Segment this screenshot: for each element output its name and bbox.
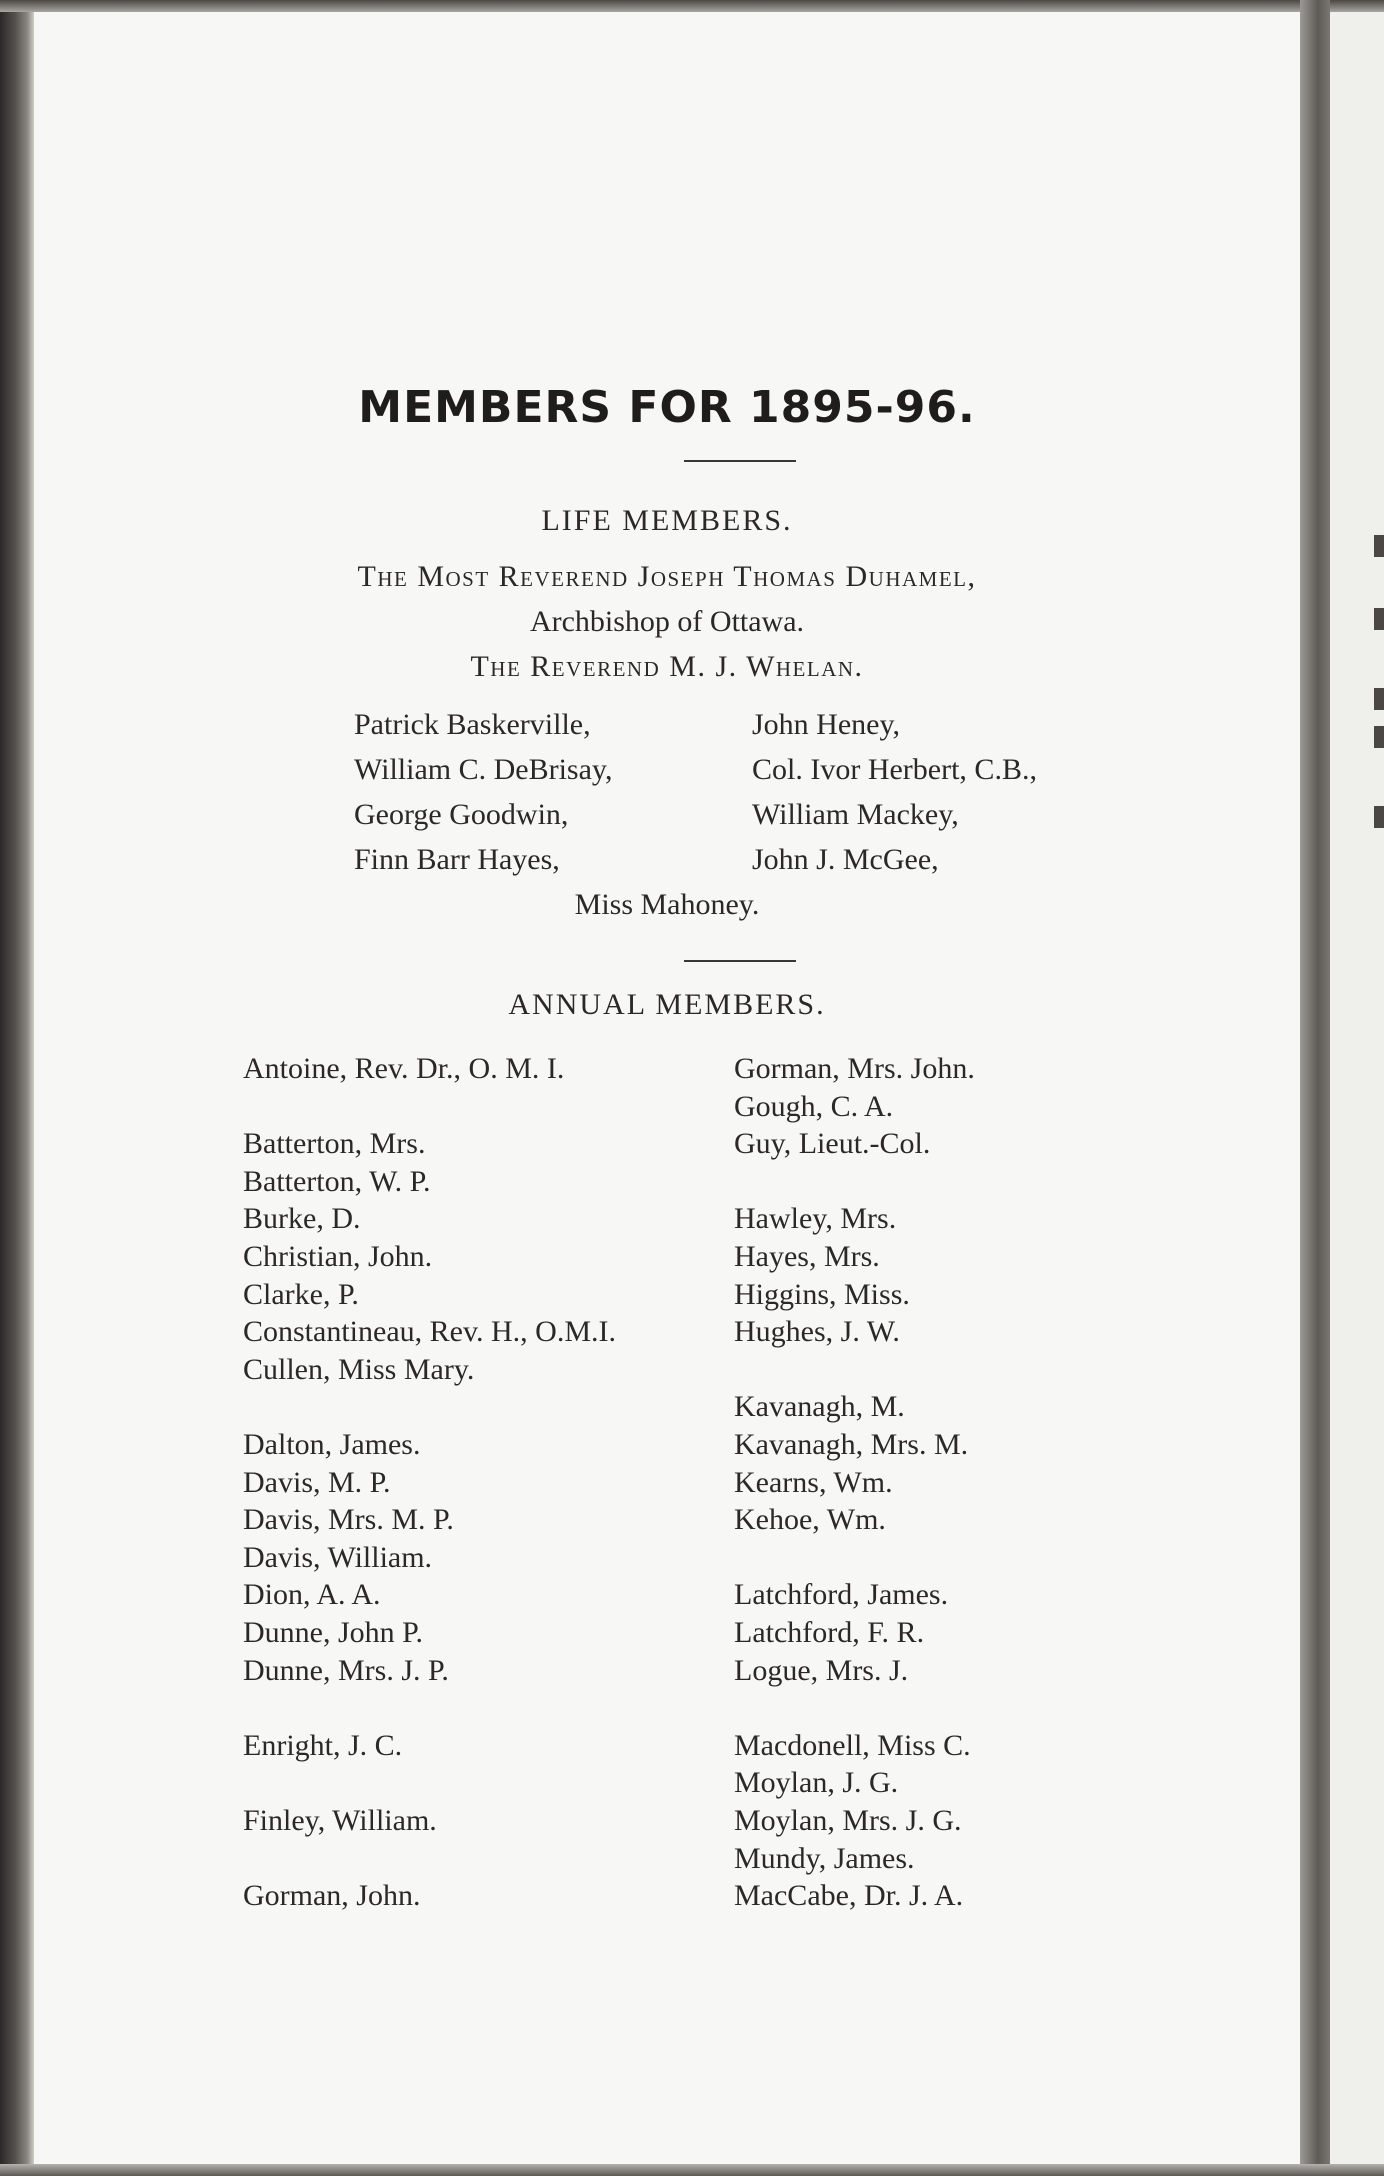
next-page-edge: [1330, 12, 1384, 2164]
annual-member-entry: Davis, M. P.: [243, 1466, 391, 1499]
annual-member-entry: Macdonell, Miss C.: [734, 1729, 971, 1762]
annual-member-entry: Davis, Mrs. M. P.: [243, 1503, 454, 1536]
annual-member-entry: Dion, A. A.: [243, 1578, 381, 1611]
annual-members-heading: ANNUAL MEMBERS.: [508, 988, 826, 1021]
life-members-heading: LIFE MEMBERS.: [541, 504, 793, 537]
life-honorary-line: The Most Reverend Joseph Thomas Duhamel,: [357, 560, 977, 593]
next-page-glyph: [1374, 535, 1384, 557]
next-page-glyph: [1374, 806, 1384, 828]
life-member-left: Finn Barr Hayes,: [354, 843, 560, 876]
annual-member-entry: Hawley, Mrs.: [734, 1202, 897, 1235]
life-member-right: Col. Ivor Herbert, C.B.,: [752, 753, 1037, 786]
page-title: MEMBERS FOR 1895-96.: [358, 382, 976, 433]
annual-member-entry: Batterton, Mrs.: [243, 1127, 426, 1160]
annual-member-entry: Gorman, John.: [243, 1879, 421, 1912]
annual-member-entry: Dunne, John P.: [243, 1616, 424, 1649]
book-top-edge: [0, 0, 1384, 12]
annual-member-entry: Gorman, Mrs. John.: [734, 1052, 975, 1085]
annual-member-entry: Moylan, Mrs. J. G.: [734, 1804, 962, 1837]
annual-member-entry: Antoine, Rev. Dr., O. M. I.: [243, 1052, 565, 1085]
annual-member-entry: Kehoe, Wm.: [734, 1503, 886, 1536]
annual-member-entry: Hayes, Mrs.: [734, 1240, 880, 1273]
book-bottom-edge: [0, 2164, 1384, 2176]
life-member-right: John J. McGee,: [752, 843, 939, 876]
life-member-final: Miss Mahoney.: [574, 888, 760, 921]
life-honorary-line: The Reverend M. J. Whelan.: [470, 650, 864, 683]
next-page-glyph: [1374, 726, 1384, 748]
annual-member-entry: Clarke, P.: [243, 1278, 359, 1311]
life-member-left: William C. DeBrisay,: [354, 753, 613, 786]
annual-member-entry: MacCabe, Dr. J. A.: [734, 1879, 964, 1912]
annual-member-entry: Logue, Mrs. J.: [734, 1654, 909, 1687]
annual-member-entry: Enright, J. C.: [243, 1729, 403, 1762]
annual-member-entry: Latchford, James.: [734, 1578, 949, 1611]
annual-member-entry: Gough, C. A.: [734, 1090, 894, 1123]
next-page-glyph: [1374, 608, 1384, 630]
annual-member-entry: Batterton, W. P.: [243, 1165, 431, 1198]
annual-member-entry: Davis, William.: [243, 1541, 433, 1574]
annual-member-entry: Dunne, Mrs. J. P.: [243, 1654, 449, 1687]
annual-member-entry: Latchford, F. R.: [734, 1616, 925, 1649]
next-page-glyph: [1374, 688, 1384, 710]
title-divider: [684, 460, 796, 462]
annual-member-entry: Burke, D.: [243, 1202, 361, 1235]
book-page: [34, 12, 1300, 2164]
section-divider: [684, 960, 796, 962]
annual-member-entry: Mundy, James.: [734, 1842, 915, 1875]
life-member-right: William Mackey,: [752, 798, 959, 831]
book-left-edge: [0, 0, 34, 2176]
book-gutter: [1300, 0, 1330, 2176]
annual-member-entry: Kavanagh, Mrs. M.: [734, 1428, 969, 1461]
life-member-left: George Goodwin,: [354, 798, 569, 831]
annual-member-entry: Moylan, J. G.: [734, 1766, 899, 1799]
annual-member-entry: Hughes, J. W.: [734, 1315, 900, 1348]
annual-member-entry: Guy, Lieut.-Col.: [734, 1127, 931, 1160]
annual-member-entry: Dalton, James.: [243, 1428, 421, 1461]
life-member-left: Patrick Baskerville,: [354, 708, 591, 741]
life-member-right: John Heney,: [752, 708, 901, 741]
life-honorary-line: Archbishop of Ottawa.: [529, 605, 805, 638]
annual-member-entry: Christian, John.: [243, 1240, 433, 1273]
annual-member-entry: Kavanagh, M.: [734, 1390, 905, 1423]
annual-member-entry: Constantineau, Rev. H., O.M.I.: [243, 1315, 617, 1348]
annual-member-entry: Finley, William.: [243, 1804, 437, 1837]
annual-member-entry: Higgins, Miss.: [734, 1278, 910, 1311]
annual-member-entry: Cullen, Miss Mary.: [243, 1353, 475, 1386]
annual-member-entry: Kearns, Wm.: [734, 1466, 893, 1499]
